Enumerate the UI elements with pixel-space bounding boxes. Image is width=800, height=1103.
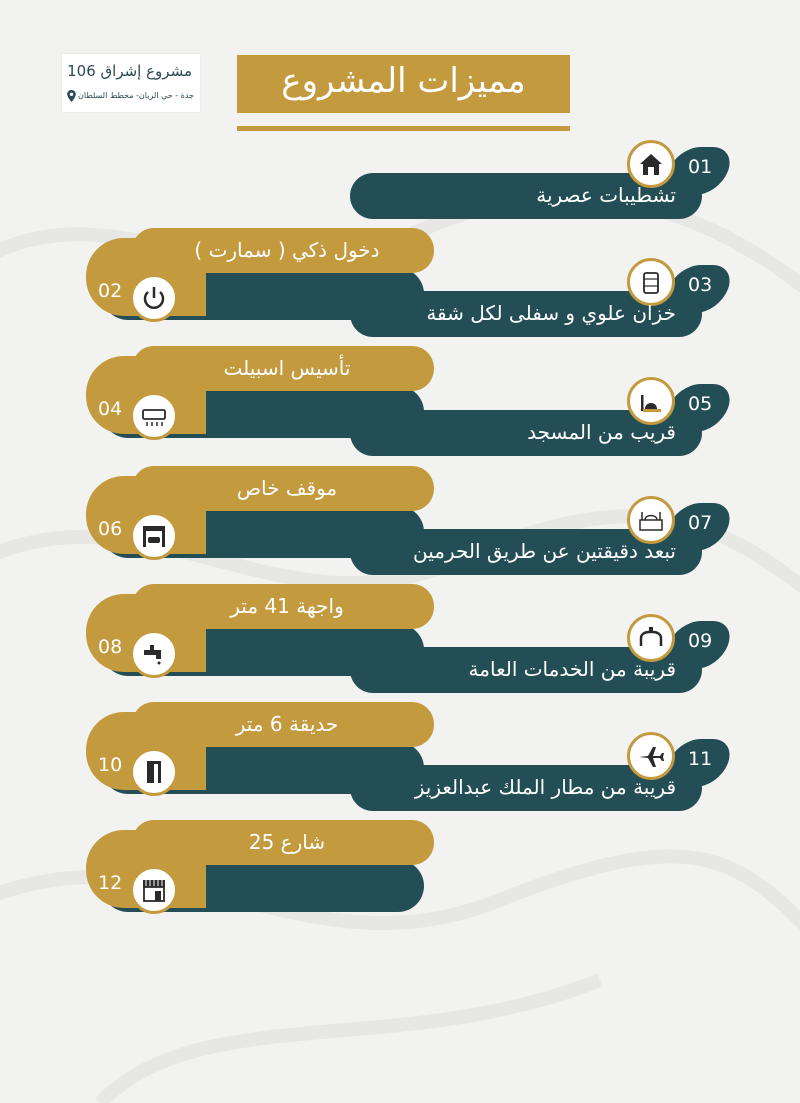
feature-number: 09 — [688, 630, 713, 652]
water-tank-icon — [637, 268, 665, 296]
feature-icon-frame — [130, 512, 178, 560]
door-icon — [140, 758, 168, 786]
haram-icon — [637, 506, 665, 534]
pipe-icon — [637, 624, 665, 652]
feature-number: 02 — [98, 280, 123, 302]
feature-icon-frame — [130, 866, 178, 914]
shop-icon — [140, 876, 168, 904]
garage-icon — [140, 522, 168, 550]
feature-label: قريبة من مطار الملك عبدالعزيز — [414, 775, 676, 799]
title-underline — [237, 126, 570, 131]
feature-item-07 — [350, 503, 730, 583]
feature-label: خزان علوي و سفلى لكل شقة — [426, 301, 676, 325]
feature-number: 04 — [98, 398, 123, 420]
faucet-icon — [140, 640, 168, 668]
feature-item-11 — [350, 739, 730, 819]
feature-item-12 — [82, 820, 434, 915]
feature-item-03 — [350, 265, 730, 345]
mosque-icon — [637, 387, 665, 415]
feature-icon-frame — [627, 732, 675, 780]
feature-icon-frame — [627, 258, 675, 306]
feature-number: 07 — [688, 512, 713, 534]
location-pin-icon — [67, 90, 76, 102]
feature-number: 12 — [98, 872, 123, 894]
feature-icon-frame — [130, 274, 178, 322]
air-conditioner-icon — [140, 402, 168, 430]
feature-label: قريب من المسجد — [527, 420, 676, 444]
feature-icon-frame — [130, 630, 178, 678]
feature-item-01 — [350, 147, 730, 227]
feature-number: 11 — [688, 748, 713, 770]
feature-label: تأسيس اسبيلت — [223, 356, 351, 380]
feature-label: موقف خاص — [236, 476, 338, 500]
feature-number: 03 — [688, 274, 713, 296]
feature-item-09 — [350, 621, 730, 701]
logo-title: مشروع إشراق 106 — [67, 62, 192, 80]
feature-number: 01 — [688, 156, 713, 178]
feature-icon-frame — [627, 377, 675, 425]
feature-number: 10 — [98, 754, 123, 776]
feature-icon-frame — [627, 496, 675, 544]
page-title: مميزات المشروع — [281, 61, 526, 101]
feature-label: تبعد دقيقتين عن طريق الحرمين — [412, 539, 676, 563]
feature-label: تشطيبات عصرية — [536, 183, 676, 207]
feature-label: واجهة 41 متر — [230, 594, 344, 618]
feature-item-05 — [350, 384, 730, 464]
feature-number: 08 — [98, 636, 123, 658]
feature-icon-frame — [627, 614, 675, 662]
page-title-box — [237, 55, 570, 113]
feature-icon-frame — [627, 140, 675, 188]
feature-number: 05 — [688, 393, 713, 415]
logo-subtitle: جدة - حي الريان- مخطط السلطان — [78, 91, 194, 100]
house-icon — [637, 150, 665, 178]
feature-icon-frame — [130, 748, 178, 796]
feature-icon-frame — [130, 392, 178, 440]
power-icon — [140, 284, 168, 312]
feature-label: قريبة من الخدمات العامة — [468, 657, 676, 681]
airplane-icon — [637, 742, 665, 770]
project-logo — [62, 54, 200, 112]
feature-label: دخول ذكي ( سمارت ) — [194, 238, 380, 262]
feature-number: 06 — [98, 518, 123, 540]
feature-label: حديقة 6 متر — [235, 712, 339, 736]
feature-label: شارع 25 — [248, 830, 326, 854]
